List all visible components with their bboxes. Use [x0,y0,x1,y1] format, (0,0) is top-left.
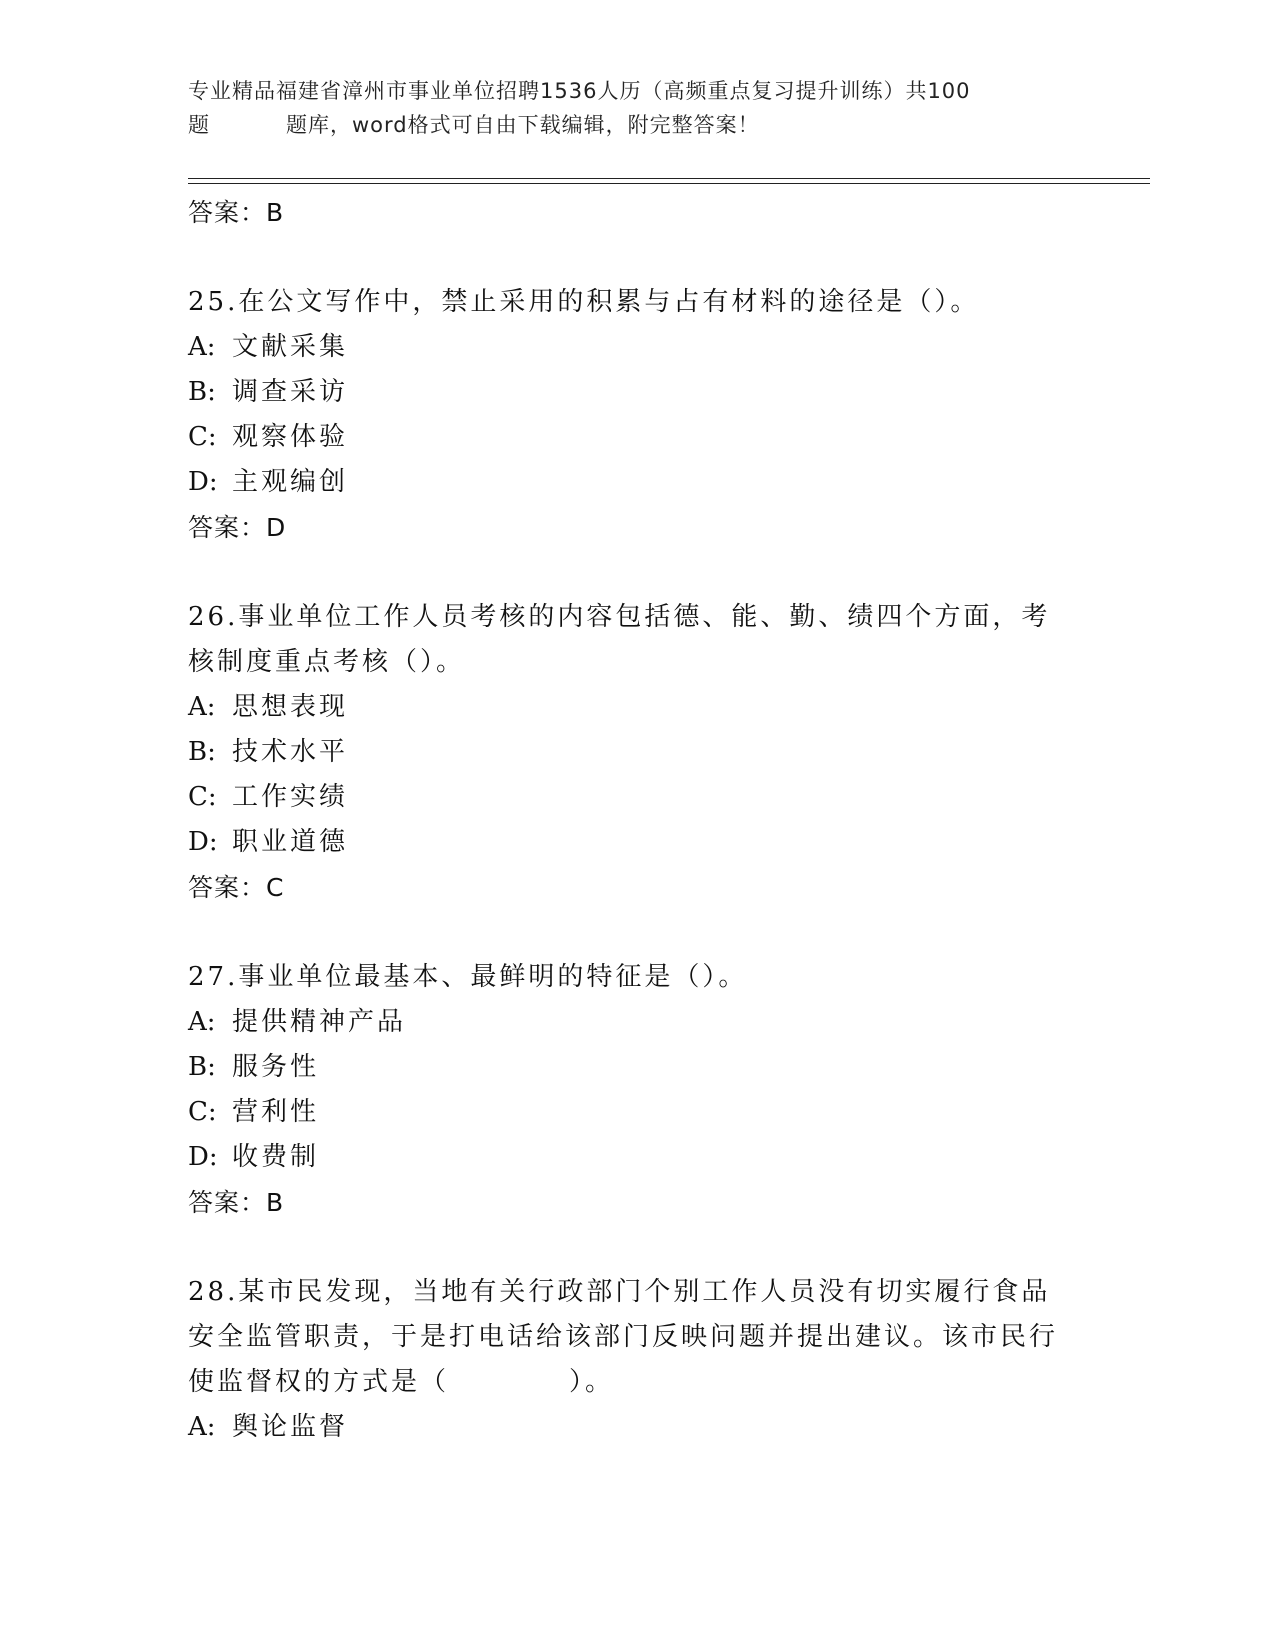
question-stem: 25.在公文写作中，禁止采用的积累与占有材料的途径是（）。 [188,287,980,317]
option-a: A: 提供精神产品 [188,1007,407,1037]
document-header [188,74,1068,142]
answer: 答案：B [188,1188,285,1217]
option-a: A: 文献采集 [188,332,349,362]
option-a: A: 思想表现 [188,692,349,722]
question-list [188,190,1068,1450]
option-d: D: 收费制 [188,1142,320,1172]
question-27 [188,955,1068,1225]
option-b: B: 服务性 [188,1052,320,1082]
option-c: C: 工作实绩 [188,782,349,812]
question-stem: 26.事业单位工作人员考核的内容包括德、能、勤、绩四个方面，考核制度重点考核（）。 [188,602,1051,677]
answer-previous: 答案：B [188,198,285,227]
option-d: D: 主观编创 [188,467,349,497]
question-26 [188,595,1068,910]
question-stem: 28.某市民发现，当地有关行政部门个别工作人员没有切实履行食品安全监管职责，于是打电话给该部门反映问题并提出建议。该市民行使监督权的方式是（ ）。 [188,1277,1059,1397]
header-line-2: 题 题库，word格式可自由下载编辑，附完整答案！ [188,113,760,137]
header-rule-top [188,178,1150,179]
question-stem: 27.事业单位最基本、最鲜明的特征是（）。 [188,962,748,992]
question-25 [188,280,1068,550]
option-c: C: 观察体验 [188,422,349,452]
header-rule-bottom [188,183,1150,184]
answer: 答案：C [188,873,285,902]
option-a: A: 舆论监督 [188,1412,349,1442]
option-b: B: 技术水平 [188,737,349,767]
header-line-1: 专业精品福建省漳州市事业单位招聘1536人历（高频重点复习提升训练）共100 [188,79,971,103]
question-28 [188,1270,1068,1450]
answer: 答案：D [188,513,287,542]
option-c: C: 营利性 [188,1097,320,1127]
option-d: D: 职业道德 [188,827,349,857]
option-b: B: 调查采访 [188,377,349,407]
